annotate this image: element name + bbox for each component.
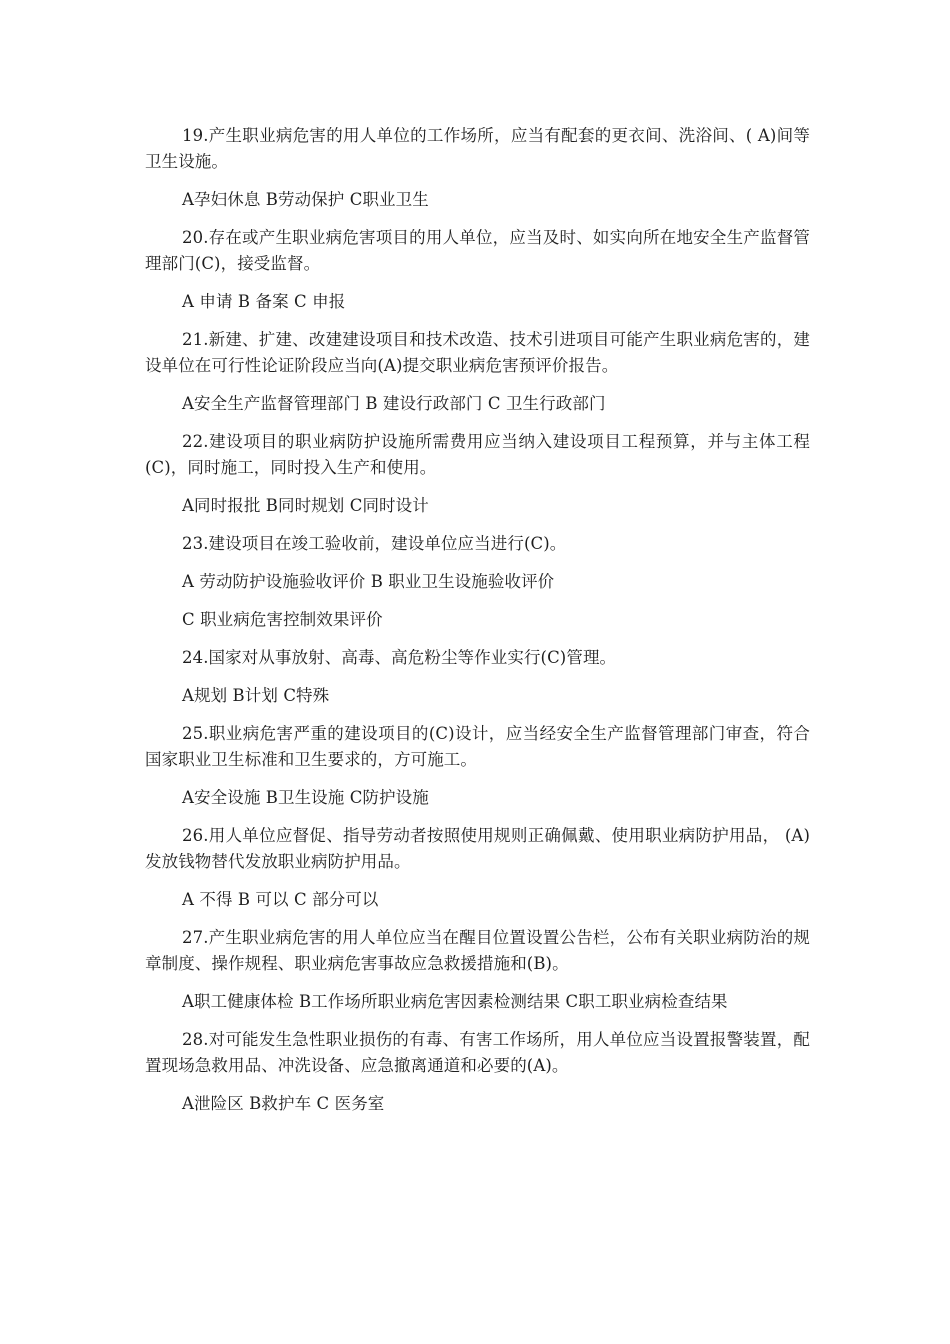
question-25: 25.职业病危害严重的建设项目的(C)设计，应当经安全生产监督管理部门审查，符合国家职业卫生标准和卫生要求的，方可施工。 <box>145 724 810 769</box>
options-26: A 不得 B 可以 C 部分可以 <box>182 890 379 909</box>
options-19: A孕妇休息 B劳动保护 C职业卫生 <box>182 190 429 209</box>
options-27: A职工健康体检 B工作场所职业病危害因素检测结果 C职工职业病检查结果 <box>182 992 728 1011</box>
question-28: 28.对可能发生急性职业损伤的有毒、有害工作场所，用人单位应当设置报警装置，配置现场急救用品、冲洗设备、应急撤离通道和必要的(A)。 <box>145 1030 810 1075</box>
question-24: 24.国家对从事放射、高毒、高危粉尘等作业实行(C)管理。 <box>182 648 617 667</box>
question-21: 21.新建、扩建、改建建设项目和技术改造、技术引进项目可能产生职业病危害的，建设单位在可行性论证阶段应当向(A)提交职业病危害预评价报告。 <box>145 330 810 375</box>
options-24: A规划 B计划 C特殊 <box>182 686 330 705</box>
question-22: 22.建设项目的职业病防护设施所需费用应当纳入建设项目工程预算，并与主体工程(C)，同时施工，同时投入生产和使用。 <box>145 432 810 477</box>
document-body <box>145 123 810 1117</box>
question-26: 26.用人单位应督促、指导劳动者按照使用规则正确佩戴、使用职业病防护用品， (A)发放钱物替代发放职业病防护用品。 <box>145 826 810 871</box>
options-21: A安全生产监督管理部门 B 建设行政部门 C 卫生行政部门 <box>182 394 606 413</box>
options-20: A 申请 B 备案 C 申报 <box>182 292 346 311</box>
question-23: 23.建设项目在竣工验收前，建设单位应当进行(C)。 <box>182 534 567 553</box>
question-27: 27.产生职业病危害的用人单位应当在醒目位置设置公告栏，公布有关职业病防治的规章制度、操作规程、职业病危害事故应急救援措施和(B)。 <box>145 928 810 973</box>
options-23-c: C 职业病危害控制效果评价 <box>182 610 383 629</box>
options-25: A安全设施 B卫生设施 C防护设施 <box>182 788 429 807</box>
options-28: A泄险区 B救护车 C 医务室 <box>182 1094 385 1113</box>
options-23-ab: A 劳动防护设施验收评价 B 职业卫生设施验收评价 <box>182 572 555 591</box>
question-20: 20.存在或产生职业病危害项目的用人单位，应当及时、如实向所在地安全生产监督管理部门(C)，接受监督。 <box>145 228 810 273</box>
question-19: 19.产生职业病危害的用人单位的工作场所，应当有配套的更衣间、洗浴间、( A)间等卫生设施。 <box>145 126 810 171</box>
options-22: A同时报批 B同时规划 C同时设计 <box>182 496 429 515</box>
